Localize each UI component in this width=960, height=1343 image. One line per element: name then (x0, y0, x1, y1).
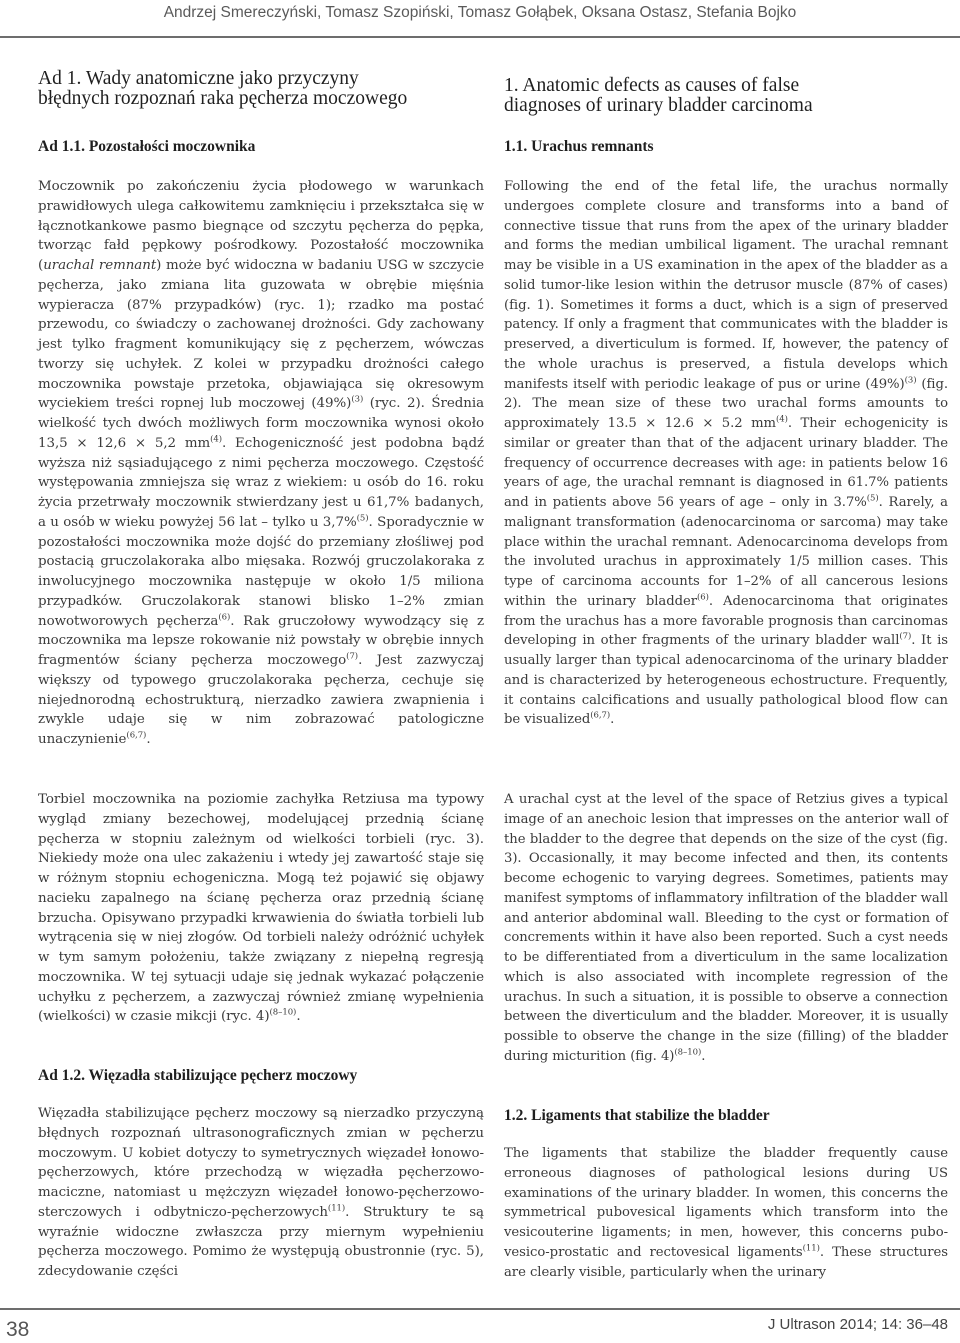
citation-ref: (3) (351, 394, 364, 405)
header-divider (0, 36, 960, 38)
citation-ref: (8–10) (269, 1007, 297, 1018)
citation-ref: (4) (775, 414, 788, 425)
citation-ref: (6,7) (126, 730, 147, 741)
citation-ref: (8–10) (674, 1047, 702, 1058)
running-header-authors: Andrzej Smereczyński, Tomasz Szopiński, Tomasz Gołąbek, Oksana Ostasz, Stefania Bojko (163, 4, 797, 21)
section-heading-pl-line1: Ad 1. Wady anatomiczne jako przyczyny (38, 68, 359, 89)
paragraph-en-cyst: A urachal cyst at the level of the space of Retzius gives a typical image of an anechoic lesion that impresses on the anterior wall of the bladder to the degree that depends on the size of the cyst (fig. 3). Occasionally, it may become infected and then, its contents become echogenic to varying degrees. Sometimes, patients may manifest symptoms of inflammatory infiltration of the bladder wall and anterior abdominal wall. Bleeding to the cyst or formation of concrements within it have also been reported. Such a cyst needs to be differentiated from a diverticulum in the same localization which is also associated with incomplete regression of the urachus. In such a situation, it is possible to observe a connection between the diverticulum and the bladder. Moreover, it is usually possible to observe the change in the size (filling) of the bladder during micturition (fig. 4)$^{(8-10)}$. (504, 792, 948, 1064)
subsection-heading-pl-1-2: Ad 1.2. Więzadła stabilizujące pęcherz moczowy (38, 1067, 358, 1084)
citation-ref: (5) (356, 513, 369, 524)
citation-ref: (5) (866, 493, 879, 504)
section-heading-en-line1: 1. Anatomic defects as causes of false (504, 75, 800, 96)
section-heading-en-line2: diagnoses of urinary bladder carcinoma (504, 95, 813, 116)
citation-ref: (4) (210, 434, 223, 445)
citation-ref: (7) (346, 651, 359, 662)
citation-ref: (6,7) (590, 710, 611, 721)
subsection-heading-pl-1-1: Ad 1.1. Pozostałości moczownika (38, 138, 256, 155)
subsection-heading-en-1-2: 1.2. Ligaments that stabilize the bladder (504, 1107, 770, 1124)
latin-term: urachal remnant (43, 258, 157, 273)
citation-ref: (6) (697, 592, 709, 603)
paragraph-en-urachus: Following the end of the fetal life, the urachus normally undergoes complete closure and transforms into a band of connective tissue that runs from the apex of the urinary bladder and forms the median umbilical ligament. The urachal remnant may be visible in a US examination in the apex of the bladder as a solid tumor-like lesion within the detrusor muscle (87% of cases) (fig. 1). Sometimes it forms a duct, which is a sign of preserved patency. If only a fragment that communicates with the bladder is preserved, a diverticulum is formed. If, however, the patency of the whole urachus is preserved, a fistula develops which manifests itself with periodic leakage of pus or urine $(49\%)^{(3)}$ (fig. 2). The mean size of these two urachal forms amounts to approximately 13.5 × 12.6 × 5.2 $mm^{(4)}$. Their echogenicity is similar or greater than that of the adjacent urinary bladder. The frequency of occurrence decreases with age: in patients below 16 years of age, the urachal remnant is diagnosed in 61.7% patients and in patients above 56 years of age – only in 3.7%$^{(5)}$. Rarely, a malignant transformation (adenocarcinoma or sarcoma) may take place within the urachal remnant. Adenocarcinoma develops from the involuted urachus in approximately 1/5 million cases. This type of carcinoma accounts for 1–2% of all cancerous lesions within the urinary bladder$^{(6)}$. Adenocarcinoma that originates from the urachus has a more favorable prognosis than carcinomas developing in other fragments of the urinary bladder wall$^{(7)}$. It is usually larger than typical adenocarcinoma of the urinary bladder and is characterized by heterogeneous echostructure. Frequently, it contains calcifications and usually pathological blood flow can be visualized$^{(6,7)}$. (504, 179, 948, 728)
citation-ref: (11) (802, 1243, 820, 1254)
citation-ref: (3) (904, 375, 917, 386)
paragraph-pl-cyst: Torbiel moczownika na poziomie zachyłka Retziusa ma typowy wygląd zmiany bezechowej, modelującej przednią ścianę pęcherza w stopniu zależnym od wielkości torbieli (ryc. 3). Niekiedy może ona ulec zakażeniu i wtedy jej zawartość staje się w różnym stopniu echogeniczna. Mogą też pojawić się objawy nacieku zapalnego na ścianę pęcherza oraz przednią ścianę brzucha. Opisywano przypadki krwawienia do światła torbieli lub wytrącenia się w niej złogów. Od torbieli należy odróżnić uchyłek w tym samym położeniu, także związany z niepełną regresją moczownika. W tej sytuacji udaje się jednak wykazać połączenie uchyłku z pęcherzem, a zazwyczaj również zmianę wypełnienia (wielkości) w czasie mikcji (ryc. 4)$^{(8-10)}$. (38, 792, 484, 1025)
paragraph-pl-ligaments: Więzadła stabilizujące pęcherz moczowy są nierzadko przyczyną błędnych rozpoznań ultrasonograficznych zmian w pęcherzu moczowym. U kobiet dotyczy to symetrycznych więzadeł łonowo-pęcherzowych, które przechodzą w więzadła pęcherzowo-maciczne, natomiast u mężczyzn więzadeł łonowo-pęcherzowo-sterczowych i odbytniczo-pęcherzowych$^{(11)}$. Struktury te są wyraźnie widoczne zwłaszcza przy miernym wypełnieniu pęcherza moczowego. Pomimo że występują obustronnie (ryc. 5), zdecydowanie części (38, 1106, 484, 1279)
section-heading-pl (38, 69, 407, 109)
citation-ref: (11) (327, 1203, 346, 1214)
section-heading-en (504, 76, 813, 116)
paragraph-pl-urachus: Moczownik po zakończeniu życia płodowego w warunkach prawidłowych ulega całkowitemu zamknięciu i przekształca się w łącznotkankowe pasmo biegnące od szczytu pęcherza do pępka, tworząc fałd pępkowy pośrodkowy. Pozostałość moczownika (urachal remnant) może być widoczna w badaniu USG w szczycie pęcherza, jako zmiana lita guzowata w obrębie mięśnia wypieracza (87% przypadków) (ryc. 1); rzadko ma postać przewodu, co świadczy o zachowanej drożności. Gdy zachowany jest tylko fragment komunikujący się z pęcherzem, wówczas tworzy się uchyłek. Z kolei w przypadku drożności całego moczownika powstaje przetoka, objawiająca się okresowym wyciekiem treści ropnej lub moczowej $(49\%)^{(3)}$ (ryc. 2). Średnia wielkość tych dwóch możliwych form moczownika wynosi około 13,5 × 12,6 × 5,2 $mm^{(4)}$. Echogeniczność jest podobna bądź wyższa niż sąsiadującego z nimi pęcherza moczowego. Częstość występowania zmniejsza się wraz z wiekiem: u osób do 16. roku życia przetrwały moczownik stwierdzany jest u 61,7% badanych, a u osób w wieku powyżej 56 lat – tylko u 3,7%$^{(5)}$. Sporadycznie w pozostałości moczownika może dojść do przemiany złośliwej pod postacią gruczolakoraka albo mięsaka. Rozwój gruczolakoraka z inwolucyjnego moczownika następuje w około 1/5 miliona przypadków. Gruczolakorak stanowi blisko 1–2% zmian nowotworowych pęcherza$^{(6)}$. Rak gruczołowy wywodzący się z moczownika ma lepsze rokowanie niż powstały w obrębie innych fragmentów ściany pęcherza moczowego$^{(7)}$. Jest zazwyczaj większy od typowego gruczolakoraka pęcherza, cechuje się niejednorodną echostrukturą, nierzadko zawiera zwapnienia i zwykle udaje się w nim zobrazować patologiczne unaczynienie$^{(6,7)}$. (38, 179, 485, 747)
paragraph-en-ligaments: The ligaments that stabilize the bladder frequently cause erroneous diagnoses of pathological lesions during US examinations of the urinary bladder. In women, this concerns the symmetrical pubovesical ligaments which transform into the vesicouterine ligaments; in men, however, this concerns pubo-vesico-prostatic and rectovesical ligaments$^{(11)}$. These structures are clearly visible, particularly when the urinary (504, 1146, 949, 1280)
subsection-heading-en-1-1: 1.1. Urachus remnants (504, 138, 654, 155)
page-number: 38 (6, 1318, 30, 1341)
section-heading-pl-line2: błędnych rozpoznań raka pęcherza moczowego (38, 88, 408, 109)
footer-divider (0, 1308, 960, 1310)
journal-citation: J Ultrason 2014; 14: 36–48 (767, 1316, 948, 1333)
citation-ref: (7) (899, 631, 912, 642)
citation-ref: (6) (218, 612, 231, 623)
